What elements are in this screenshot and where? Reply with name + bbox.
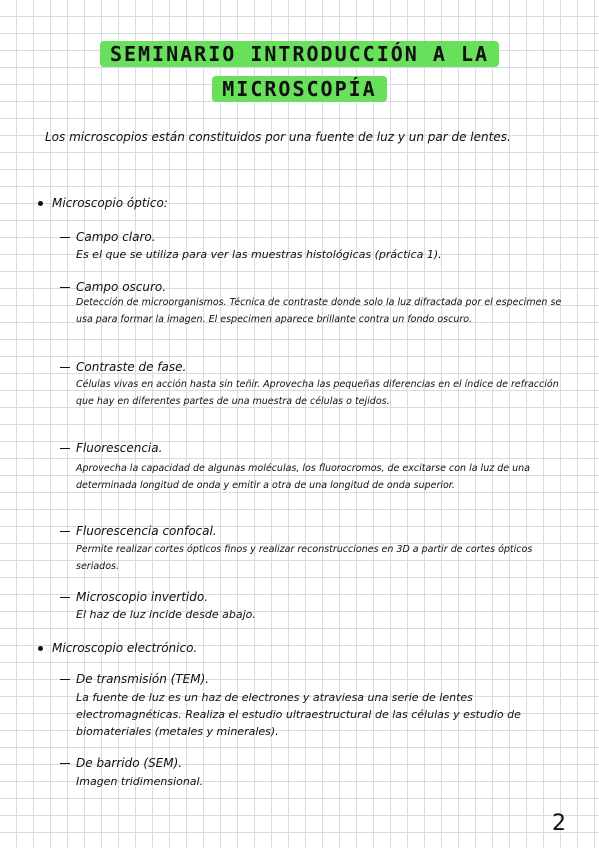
- section-body: El haz de luz incide desde abajo.: [76, 608, 256, 621]
- section-body: Detección de microorganismos. Técnica de contraste donde solo la luz difractada por el especimen se usa para formar la imagen. El especimen aparece brillante contra un fondo oscuro.: [76, 297, 562, 325]
- bullet-dot: [38, 201, 43, 206]
- section-heading: Fluorescencia confocal.: [60, 524, 217, 538]
- section-body: La fuente de luz es un haz de electrones y atraviesa una serie de lentes electromagnéticas. Realiza el estudio ultraestructural de las células y estudio de biomateriales (metales y minerales).: [76, 691, 521, 738]
- dash-marker: [60, 531, 70, 533]
- section-heading: Campo oscuro.: [60, 280, 166, 294]
- dash-marker: [60, 287, 70, 289]
- intro-text: Los microscopios están constituidos por una fuente de luz y un par de lentes.: [45, 130, 511, 144]
- section-heading: Contraste de fase.: [60, 360, 186, 374]
- page-number: 2: [552, 811, 566, 836]
- dash-marker: [60, 367, 70, 369]
- bullet-label: Microscopio óptico:: [52, 196, 168, 210]
- title-line-1: SEMINARIO INTRODUCCIÓN A LA: [0, 40, 599, 68]
- section-heading: De transmisión (TEM).: [60, 672, 209, 686]
- title-line-2: MICROSCOPÍA: [0, 75, 599, 103]
- bullet-microscopio-optico: [38, 196, 168, 210]
- dash-marker: [60, 448, 70, 450]
- bullet-label: Microscopio electrónico.: [52, 641, 198, 655]
- section-body: Es el que se utiliza para ver las muestras histológicas (práctica 1).: [76, 248, 442, 261]
- bullet-microscopio-electronico: [38, 641, 197, 655]
- section-heading: Campo claro.: [60, 230, 156, 244]
- section-body: Aprovecha la capacidad de algunas moléculas, los fluorocromos, de excitarse con la luz de una determinada longitud de onda y emitir a otra de una longitud de onda superior.: [76, 463, 530, 491]
- section-body: Imagen tridimensional.: [76, 775, 204, 788]
- dash-marker: [60, 763, 70, 765]
- section-body: Permite realizar cortes ópticos finos y realizar reconstrucciones en 3D a partir de cortes ópticos seriados.: [76, 544, 533, 572]
- section-body: Células vivas en acción hasta sin teñir. Aprovecha las pequeñas diferencias en el índice de refracción que hay en diferentes partes de una muestra de células o tejidos.: [76, 379, 559, 407]
- dash-marker: [60, 597, 70, 599]
- section-heading: Fluorescencia.: [60, 441, 162, 455]
- dash-marker: [60, 679, 70, 681]
- section-heading: Microscopio invertido.: [60, 590, 208, 604]
- bullet-dot: [38, 646, 43, 651]
- dash-marker: [60, 237, 70, 239]
- section-heading: De barrido (SEM).: [60, 756, 182, 770]
